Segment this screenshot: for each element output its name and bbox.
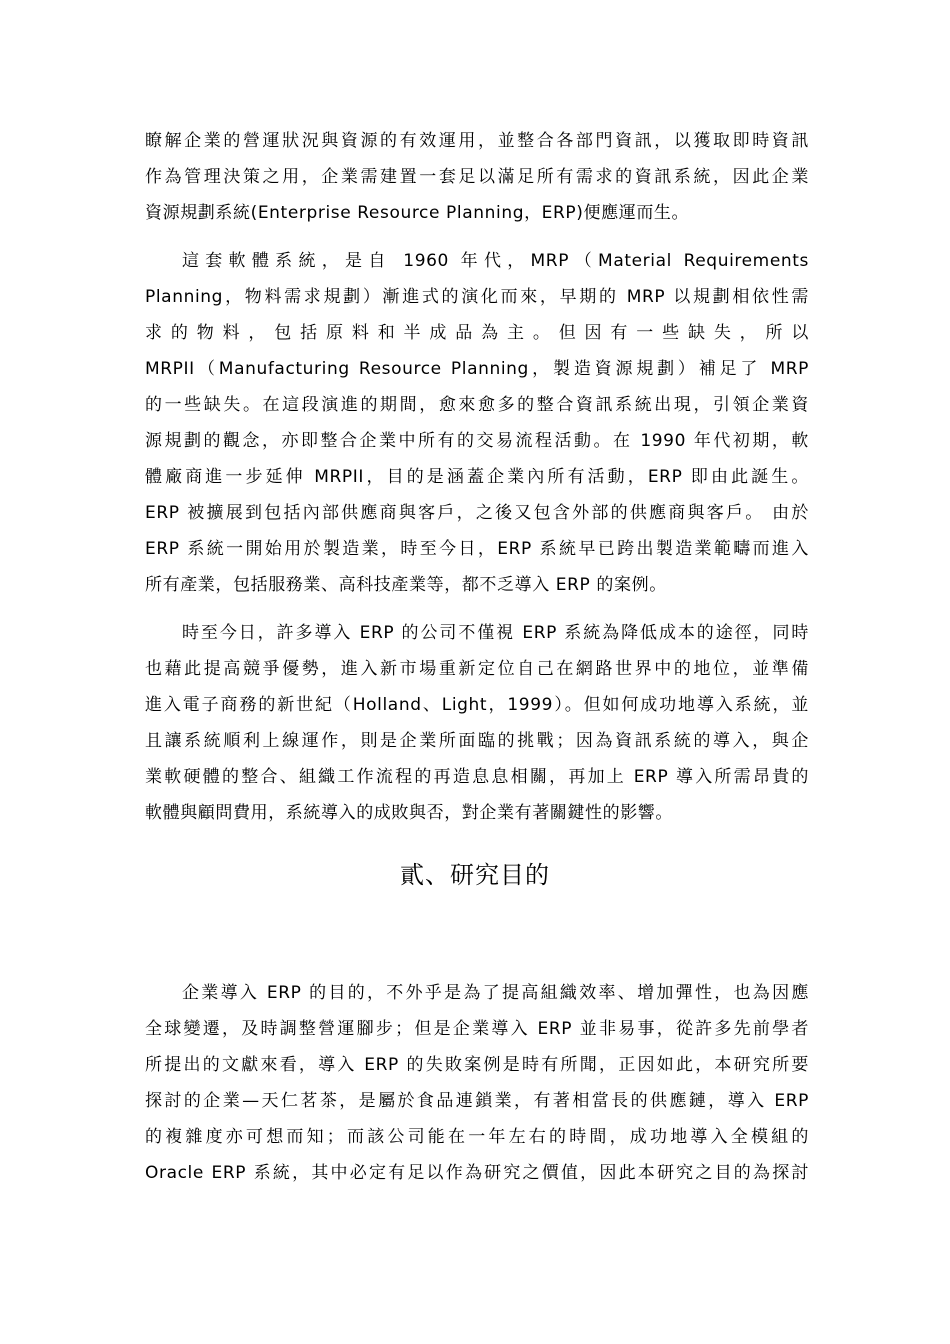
text-line: 瞭解企業的營運狀況與資源的有效運用，並整合各部門資訊，以獲取即時資訊 (145, 131, 809, 151)
text-line: Oracle ERP 系統，其中必定有足以作為研究之價值，因此本研究之目的為探討 (145, 1163, 809, 1183)
text-line: Planning，物料需求規劃）漸進式的演化而來，早期的 MRP 以規劃相依性需 (145, 287, 809, 307)
text-line: 資源規劃系統(Enterprise Resource Planning，ERP)便應運而生。 (145, 203, 690, 223)
text-line: MRPII（Manufacturing Resource Planning，製造資源規劃）補足了 MRP (145, 359, 809, 379)
text-line: ERP 被擴展到包括內部供應商與客戶，之後又包含外部的供應商與客戶。 由於 (145, 503, 809, 523)
text-line: 且讓系統順利上線運作，則是企業所面臨的挑戰；因為資訊系統的導入，與企 (145, 731, 809, 751)
text-line: 的複雜度亦可想而知；而該公司能在一年左右的時間，成功地導入全模組的 (145, 1127, 809, 1147)
text-line: 這套軟體系統，是自 1960 年代，MRP（Material Requirements (182, 251, 809, 271)
text-line: 所提出的文獻來看，導入 ERP 的失敗案例是時有所聞，正因如此，本研究所要 (145, 1055, 809, 1075)
text-line: 進入電子商務的新世紀（Holland、Light，1999）。但如何成功地導入系統，並 (145, 695, 809, 715)
text-line: 全球變遷，及時調整營運腳步；但是企業導入 ERP 並非易事，從許多先前學者 (145, 1019, 809, 1039)
text-line: 求的物料，包括原料和半成品為主。但因有一些缺失，所以 (145, 323, 809, 343)
text-line: 軟體與顧問費用，系統導入的成敗與否，對企業有著關鍵性的影響。 (145, 803, 673, 823)
text-line: 所有產業，包括服務業、高科技產業等，都不乏導入 ERP 的案例。 (145, 575, 667, 595)
text-line: 也藉此提高競爭優勢，進入新市場重新定位自己在網路世界中的地位，並準備 (145, 659, 809, 679)
paragraph-intro-continued (145, 123, 809, 231)
text-line: 探討的企業—天仁茗茶，是屬於食品連鎖業，有著相當長的供應鏈，導入 ERP (145, 1091, 809, 1111)
section-heading: 貳、研究目的 (400, 861, 550, 889)
paragraph-erp-history (145, 243, 809, 603)
text-line: 時至今日，許多導入 ERP 的公司不僅視 ERP 系統為降低成本的途徑，同時 (182, 623, 809, 643)
text-line: 業軟硬體的整合、組織工作流程的再造息息相關，再加上 ERP 導入所需昂貴的 (145, 767, 809, 787)
paragraph-erp-today (145, 615, 809, 831)
text-line: ERP 系統一開始用於製造業，時至今日，ERP 系統早已跨出製造業範疇而進入 (145, 539, 809, 559)
text-line: 企業導入 ERP 的目的，不外乎是為了提高組織效率、增加彈性，也為因應 (182, 983, 809, 1003)
paragraph-research-purpose (145, 975, 809, 1191)
text-line: 體廠商進一步延伸 MRPII，目的是涵蓋企業內所有活動，ERP 即由此誕生。 (145, 467, 809, 487)
text-line: 源規劃的觀念，亦即整合企業中所有的交易流程活動。在 1990 年代初期，軟 (145, 431, 809, 451)
text-line: 的一些缺失。在這段演進的期間，愈來愈多的整合資訊系統出現，引領企業資 (145, 395, 809, 415)
text-line: 作為管理決策之用，企業需建置一套足以滿足所有需求的資訊系統，因此企業 (145, 167, 809, 187)
